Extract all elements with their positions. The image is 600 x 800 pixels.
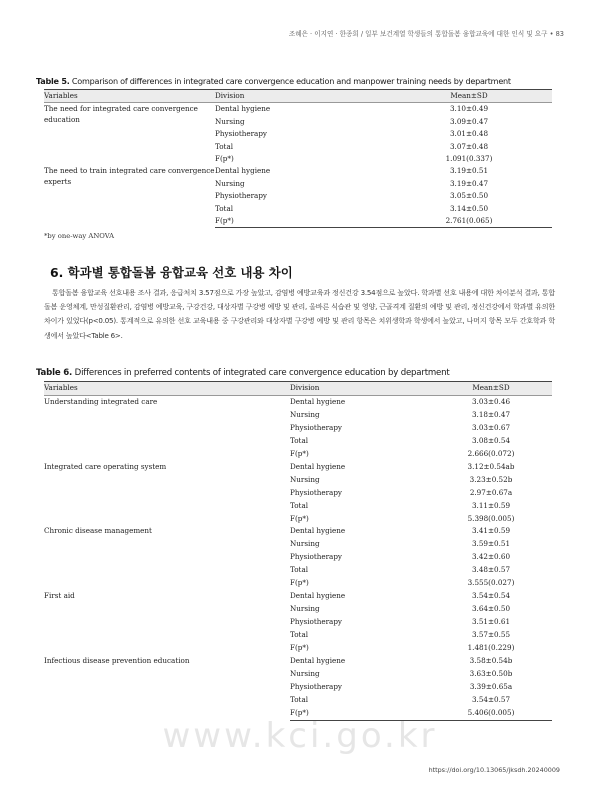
table5-header-mean-sd: Mean±SD bbox=[386, 90, 552, 103]
table5-variable-cell: The need to train integrated care convergence experts bbox=[44, 166, 215, 186]
value-cell: 3.54±0.54 bbox=[471, 591, 511, 601]
value-cell: 2.666(0.072) bbox=[467, 448, 515, 458]
division-cell: F(p*) bbox=[290, 643, 309, 653]
table5 bbox=[44, 89, 552, 228]
table6-variable-cell: Integrated care operating system bbox=[44, 461, 167, 471]
value-cell: 3.19±0.51 bbox=[449, 166, 489, 176]
table6-header-division: Division bbox=[290, 382, 430, 396]
section-title: 6. 학과별 통합돌봄 융합교육 선호 내용 차이 bbox=[50, 265, 293, 280]
table5-header-row bbox=[44, 90, 552, 103]
value-cell: 3.63±0.50b bbox=[469, 668, 513, 678]
table5-header-division: Division bbox=[215, 90, 386, 103]
table-row bbox=[44, 525, 552, 538]
value-cell: 3.48±0.57 bbox=[471, 565, 511, 575]
division-cell: Nursing bbox=[290, 409, 320, 419]
value-cell: 3.58±0.54b bbox=[469, 656, 513, 666]
table6-caption-label: Table 6. bbox=[36, 368, 73, 378]
division-cell: Physiotherapy bbox=[215, 129, 267, 139]
value-cell: 5.398(0.005) bbox=[467, 513, 515, 523]
table6-caption bbox=[36, 368, 560, 378]
table5-footnote: *by one-way ANOVA bbox=[44, 232, 115, 240]
value-cell: 3.03±0.67 bbox=[471, 422, 511, 432]
value-cell: 3.10±0.49 bbox=[449, 104, 489, 114]
value-cell: 3.54±0.57 bbox=[471, 694, 511, 704]
division-cell: Nursing bbox=[290, 668, 320, 678]
value-cell: 3.14±0.50 bbox=[449, 203, 489, 213]
division-cell: Dental hygiene bbox=[290, 656, 346, 666]
value-cell: 3.39±0.65a bbox=[469, 681, 513, 691]
division-cell: Nursing bbox=[215, 116, 245, 126]
table-row bbox=[44, 395, 552, 408]
division-cell: Dental hygiene bbox=[290, 396, 346, 406]
value-cell: 3.05±0.50 bbox=[449, 191, 489, 201]
division-cell: Dental hygiene bbox=[290, 591, 346, 601]
value-cell: 3.51±0.61 bbox=[471, 617, 511, 627]
division-cell: Physiotherapy bbox=[290, 552, 342, 562]
value-cell: 3.07±0.48 bbox=[449, 141, 489, 151]
division-cell: Dental hygiene bbox=[290, 461, 346, 471]
running-head: 조혜은 · 이지연 · 한종희 / 일부 보건계열 학생들의 통합돌봄 융합교육에 대한 인식 및 요구 • 83 bbox=[288, 30, 564, 38]
table-row bbox=[44, 590, 552, 603]
division-cell: Nursing bbox=[290, 539, 320, 549]
table-row bbox=[44, 103, 552, 116]
division-cell: Dental hygiene bbox=[290, 526, 346, 536]
division-cell: F(p*) bbox=[290, 578, 309, 588]
division-cell: F(p*) bbox=[290, 513, 309, 523]
division-cell: Total bbox=[290, 694, 309, 704]
division-cell: Total bbox=[290, 435, 309, 445]
value-cell: 3.08±0.54 bbox=[471, 435, 511, 445]
table6-caption-text: Differences in preferred contents of integrated care convergence education by department bbox=[74, 368, 450, 378]
table5-caption-text: Comparison of differences in integrated care convergence education and manpower training needs by department bbox=[71, 76, 511, 86]
division-cell: Physiotherapy bbox=[290, 681, 342, 691]
value-cell: 3.23±0.52b bbox=[469, 474, 513, 484]
value-cell: 3.03±0.46 bbox=[471, 396, 511, 406]
value-cell: 2.97±0.67a bbox=[469, 487, 513, 497]
table6-header-row bbox=[44, 382, 552, 396]
division-cell: F(p*) bbox=[215, 215, 386, 228]
table-row bbox=[44, 655, 552, 668]
division-cell: Physiotherapy bbox=[290, 487, 342, 497]
value-cell: 3.41±0.59 bbox=[471, 526, 511, 536]
division-cell: Physiotherapy bbox=[290, 422, 342, 432]
division-cell: Total bbox=[215, 141, 234, 151]
body-paragraph: 통합돌봄 융합교육 선호내용 조사 결과, 응급처치 3.57점으로 가장 높았고, 감염병 예방교육과 정신건강 3.54점으로 높았다. 학과별 선호 내용에 대한 차이분석 결과, 통합돌봄 운영체계, 만성질환관리, 감염병 예방교육, 구강건강, 대상자별 구강병 예방 및 관리, 올바른 식습관 및 영양, 근골격계 질환의 예방 및 관리, 정신건강에서 학과별 유의한 차이가 있었다(p<0.05). 통계적으로 유의한 선호 교육내용 중 구강관리와 대상자별 구강병 예방 및 관리 항목은 치위생학과 학생에서 높았고, 나머지 항목 모두 간호학과 학생에서 높았다<Table 6>. bbox=[44, 288, 555, 340]
table-row bbox=[44, 165, 552, 177]
table5-caption-label: Table 5. bbox=[36, 76, 70, 86]
watermark: www.kci.go.kr bbox=[162, 716, 438, 756]
table6-variable-cell: First aid bbox=[44, 591, 75, 601]
table5-variable-cell: The need for integrated care convergence education bbox=[44, 104, 198, 124]
division-cell: Nursing bbox=[290, 604, 320, 614]
value-cell: 3.18±0.47 bbox=[471, 409, 511, 419]
value-cell: 3.12±0.54ab bbox=[467, 461, 515, 471]
division-cell: F(p*) bbox=[215, 154, 234, 164]
division-cell: Total bbox=[290, 500, 309, 510]
value-cell: 3.09±0.47 bbox=[449, 116, 489, 126]
doi-link[interactable]: https://doi.org/10.13065/jksdh.20240009 bbox=[428, 766, 560, 774]
division-cell: F(p*) bbox=[290, 448, 309, 458]
table5-caption bbox=[36, 76, 560, 86]
division-cell: F(p*) bbox=[290, 707, 430, 720]
division-cell: Physiotherapy bbox=[290, 617, 342, 627]
division-cell: Nursing bbox=[215, 178, 245, 188]
value-cell: 3.42±0.60 bbox=[471, 552, 511, 562]
value-cell: 3.59±0.51 bbox=[471, 539, 511, 549]
value-cell: 1.481(0.229) bbox=[467, 643, 515, 653]
value-cell: 5.406(0.005) bbox=[430, 707, 552, 720]
value-cell: 3.11±0.59 bbox=[471, 500, 511, 510]
table-row bbox=[44, 461, 552, 474]
division-cell: Dental hygiene bbox=[215, 166, 271, 176]
table6-header-mean-sd: Mean±SD bbox=[430, 382, 552, 396]
table6-header-variables: Variables bbox=[44, 382, 290, 396]
table6 bbox=[44, 381, 552, 721]
division-cell: Total bbox=[290, 565, 309, 575]
value-cell: 1.091(0.337) bbox=[445, 154, 493, 164]
division-cell: Nursing bbox=[290, 474, 320, 484]
table5-header-variables: Variables bbox=[44, 90, 215, 103]
value-cell: 3.555(0.027) bbox=[467, 578, 515, 588]
value-cell: 3.19±0.47 bbox=[449, 178, 489, 188]
table6-variable-cell: Chronic disease management bbox=[44, 526, 152, 536]
table6-variable-cell: Infectious disease prevention education bbox=[44, 656, 190, 666]
value-cell: 2.761(0.065) bbox=[386, 215, 552, 228]
value-cell: 3.01±0.48 bbox=[449, 129, 489, 139]
division-cell: Dental hygiene bbox=[215, 104, 271, 114]
value-cell: 3.64±0.50 bbox=[471, 604, 511, 614]
table6-variable-cell: Understanding integrated care bbox=[44, 396, 158, 406]
division-cell: Total bbox=[290, 630, 309, 640]
division-cell: Total bbox=[215, 203, 234, 213]
division-cell: Physiotherapy bbox=[215, 191, 267, 201]
value-cell: 3.57±0.55 bbox=[471, 630, 511, 640]
